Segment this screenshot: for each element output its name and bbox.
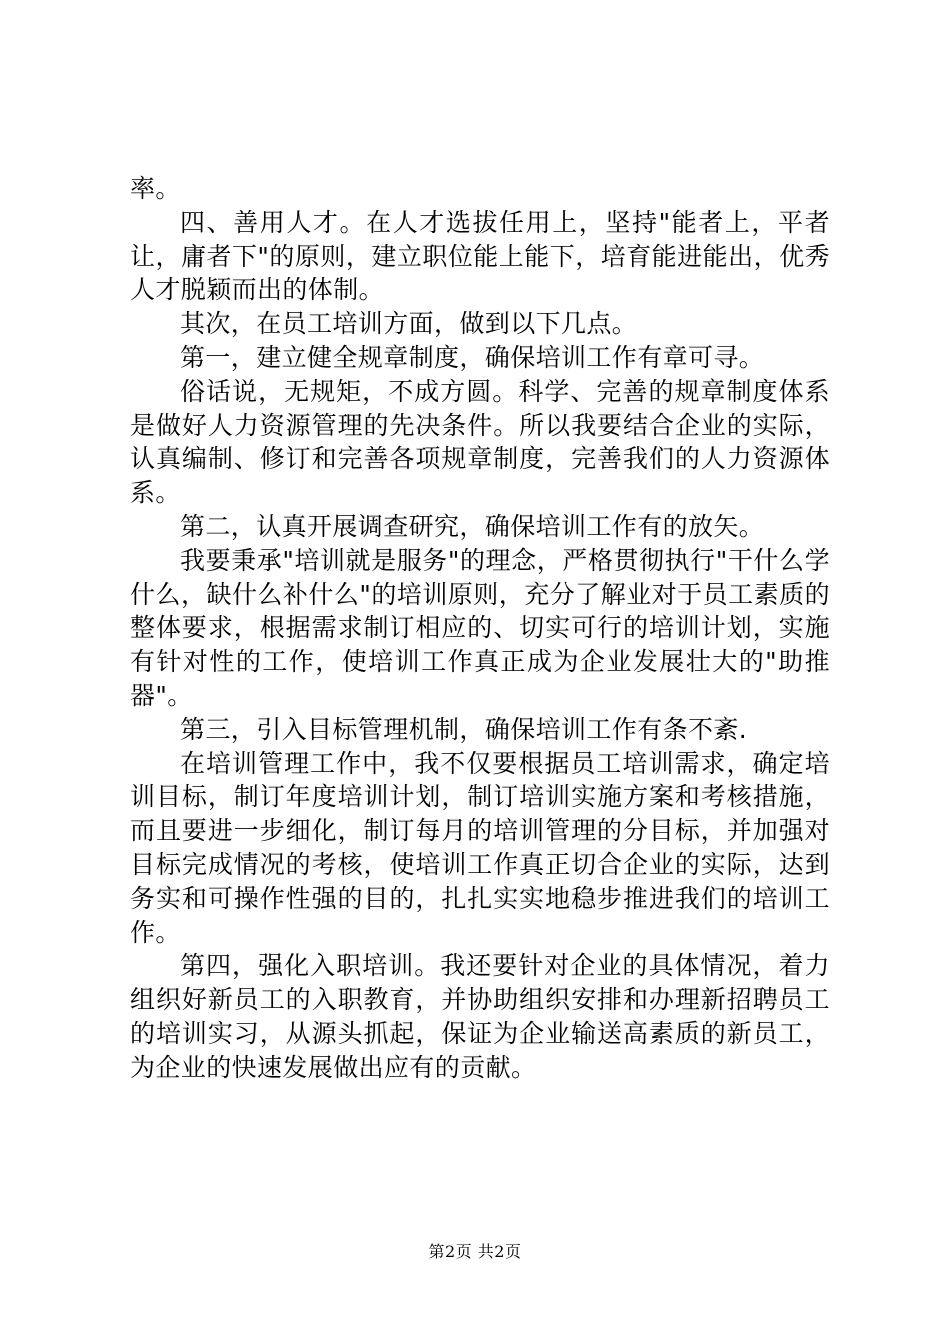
document-body xyxy=(130,172,830,1085)
heading-point-three: 第三，引入目标管理机制，确保培训工作有条不紊. xyxy=(180,714,748,744)
heading-point-one: 第一，建立健全规章制度，确保培训工作有章可寻。 xyxy=(180,342,765,372)
paragraph-continuation: 率。 xyxy=(130,174,181,203)
paragraph-onboarding: 第四，强化入职培训。我还要针对企业的具体情况，着力组织好新员工的入职教育，并协助组织安排和办理新招聘员工的培训实习，从源头抓起，保证为企业输送高素质的新员工，为企业的快速发展做出应有的贡献。 xyxy=(130,951,830,1082)
paragraph-talent-usage: 四、善用人才。在人才选拔任用上，坚持"能者上，平者让，庸者下"的原则，建立职位能上能下，培育能进能出，优秀人才脱颖而出的体制。 xyxy=(130,207,830,305)
paragraph-rules-system: 俗话说，无规矩，不成方圆。科学、完善的规章制度体系是做好人力资源管理的先决条件。所以我要结合企业的实际，认真编制、修订和完善各项规章制度，完善我们的人力资源体系。 xyxy=(130,376,830,508)
paragraph-training-intro: 其次，在员工培训方面，做到以下几点。 xyxy=(180,309,638,339)
paragraph-target-management: 在培训管理工作中，我不仅要根据员工培训需求，确定培训目标，制订年度培训计划，制订培训实施方案和考核措施，而且要进一步细化，制订每月的培训管理的分目标，并加强对目标完成情况的考核，使培训工作真正切合企业的实际，达到务实和可操作性强的目的，扎扎实实地稳步推进我们的培训工作。 xyxy=(130,748,830,947)
page-number-footer: 第2页 共2页 xyxy=(428,1242,522,1261)
heading-point-two: 第二，认真开展调查研究，确保培训工作有的放矢。 xyxy=(180,511,765,541)
paragraph-research: 我要秉承"培训就是服务"的理念，严格贯彻执行"干什么学什么，缺什么补什么"的培训原则，充分了解业对于员工素质的整体要求，根据需求制订相应的、切实可行的培训计划，实施有针对性的工作，使培训工作真正成为企业发展壮大的"助推器"。 xyxy=(130,545,830,710)
